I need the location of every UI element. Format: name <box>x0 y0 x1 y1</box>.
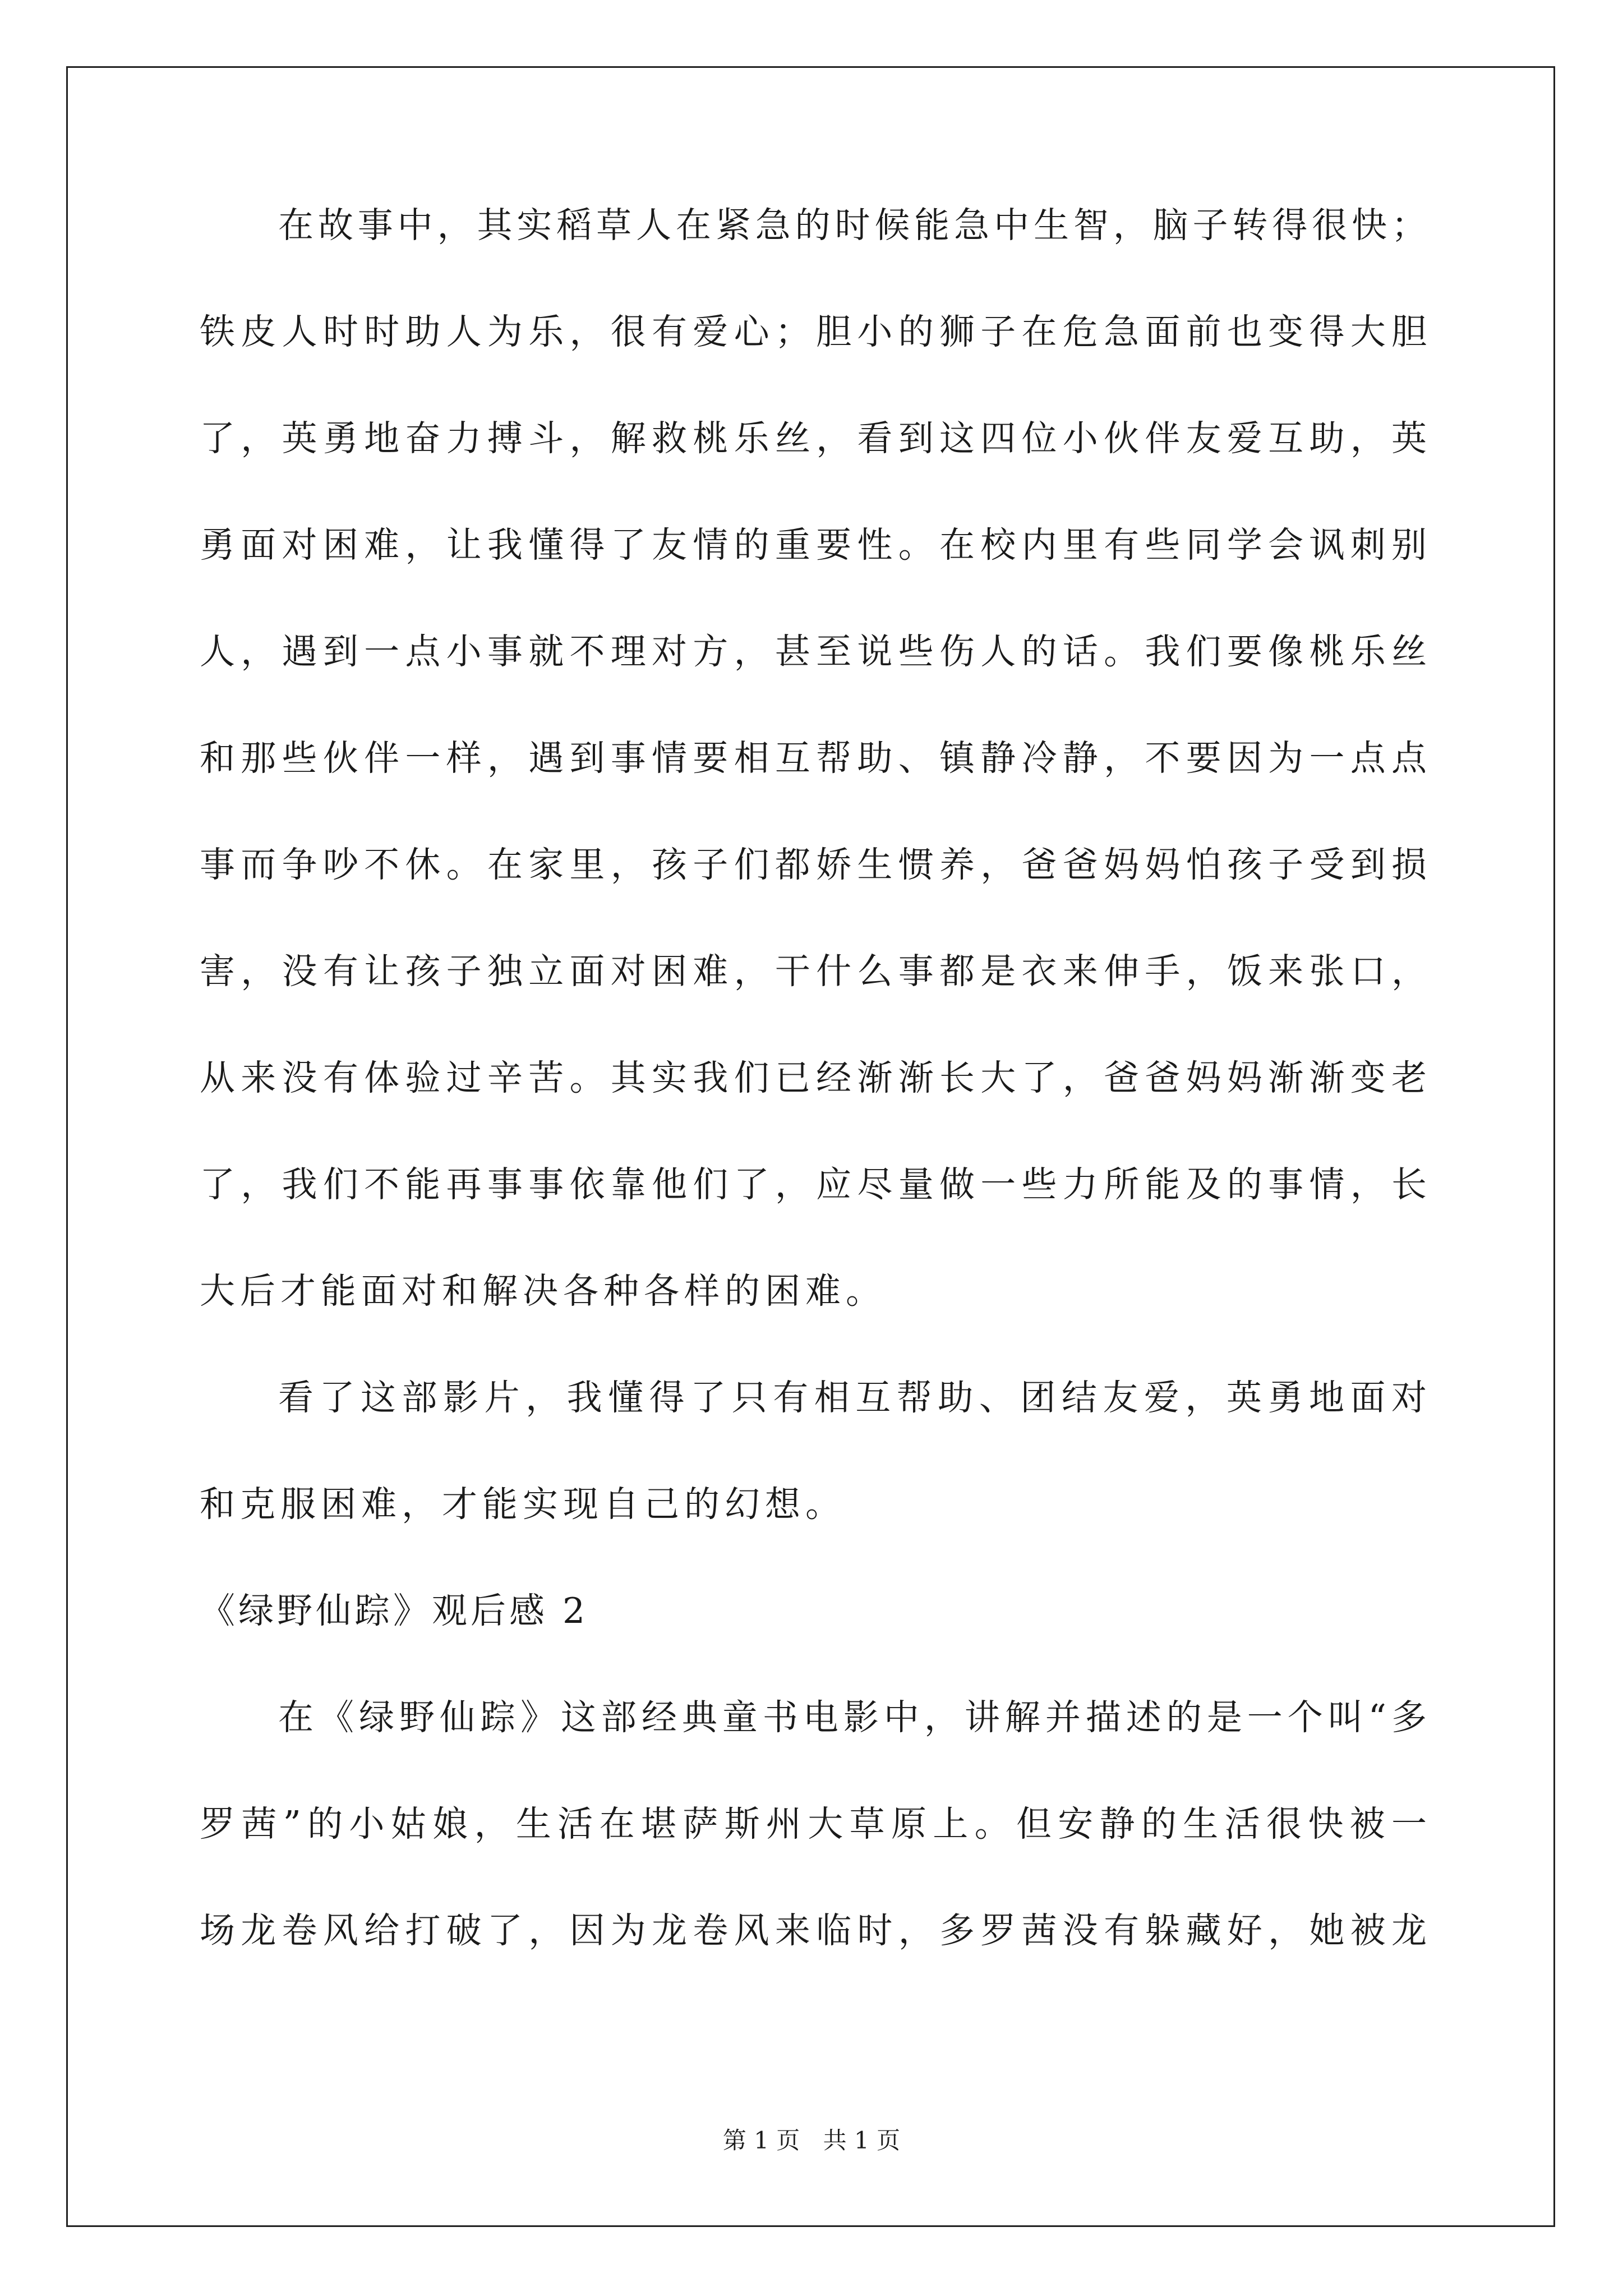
paragraph-line: 和克服困难，才能实现自己的幻想。 <box>200 1484 846 1525</box>
paragraph-line: 在故事中，其实稻草人在紧急的时候能急中生智，脑子转得很快； <box>278 205 1428 246</box>
paragraph-line: 罗茜”的小姑娘，生活在堪萨斯州大草原上。但安静的生活很快被一 <box>200 1803 1428 1844</box>
paragraph-line: 了，英勇地奋力搏斗，解救桃乐丝，看到这四位小伙伴友爱互助，英 <box>200 418 1428 459</box>
paragraph-line: 害，没有让孩子独立面对困难，干什么事都是衣来伸手，饭来张口， <box>200 951 1428 992</box>
paragraph-line: 在《绿野仙踪》这部经典童书电影中，讲解并描述的是一个叫“多 <box>278 1697 1428 1738</box>
paragraph-line: 勇面对困难，让我懂得了友情的重要性。在校内里有些同学会讽刺别 <box>200 524 1428 565</box>
paragraph-line: 铁皮人时时助人为乐，很有爱心；胆小的狮子在危急面前也变得大胆 <box>200 311 1428 352</box>
paragraph-line: 和那些伙伴一样，遇到事情要相互帮助、镇静冷静，不要因为一点点 <box>200 738 1428 779</box>
paragraph-line: 场龙卷风给打破了，因为龙卷风来临时，多罗茜没有躲藏好，她被龙 <box>200 1910 1428 1951</box>
paragraph-line: 大后才能面对和解决各种各样的困难。 <box>200 1271 886 1312</box>
document-body <box>200 205 1428 2019</box>
paragraph-line: 了，我们不能再事事依靠他们了，应尽量做一些力所能及的事情，长 <box>200 1164 1428 1205</box>
paragraph-line: 看了这部影片，我懂得了只有相互帮助、团结友爱，英勇地面对 <box>278 1377 1428 1418</box>
page-footer <box>0 2129 1623 2152</box>
section-heading: 《绿野仙踪》观后感 2 <box>200 1590 589 1631</box>
paragraph-line: 从来没有体验过辛苦。其实我们已经渐渐长大了，爸爸妈妈渐渐变老 <box>200 1057 1428 1098</box>
page-number: 第 1 页 <box>722 2127 800 2154</box>
paragraph-line: 事而争吵不休。在家里，孩子们都娇生惯养，爸爸妈妈怕孩子受到损 <box>200 844 1428 885</box>
paragraph-line: 人，遇到一点小事就不理对方，甚至说些伤人的话。我们要像桃乐丝 <box>200 631 1428 672</box>
page-total: 共 1 页 <box>823 2127 901 2154</box>
